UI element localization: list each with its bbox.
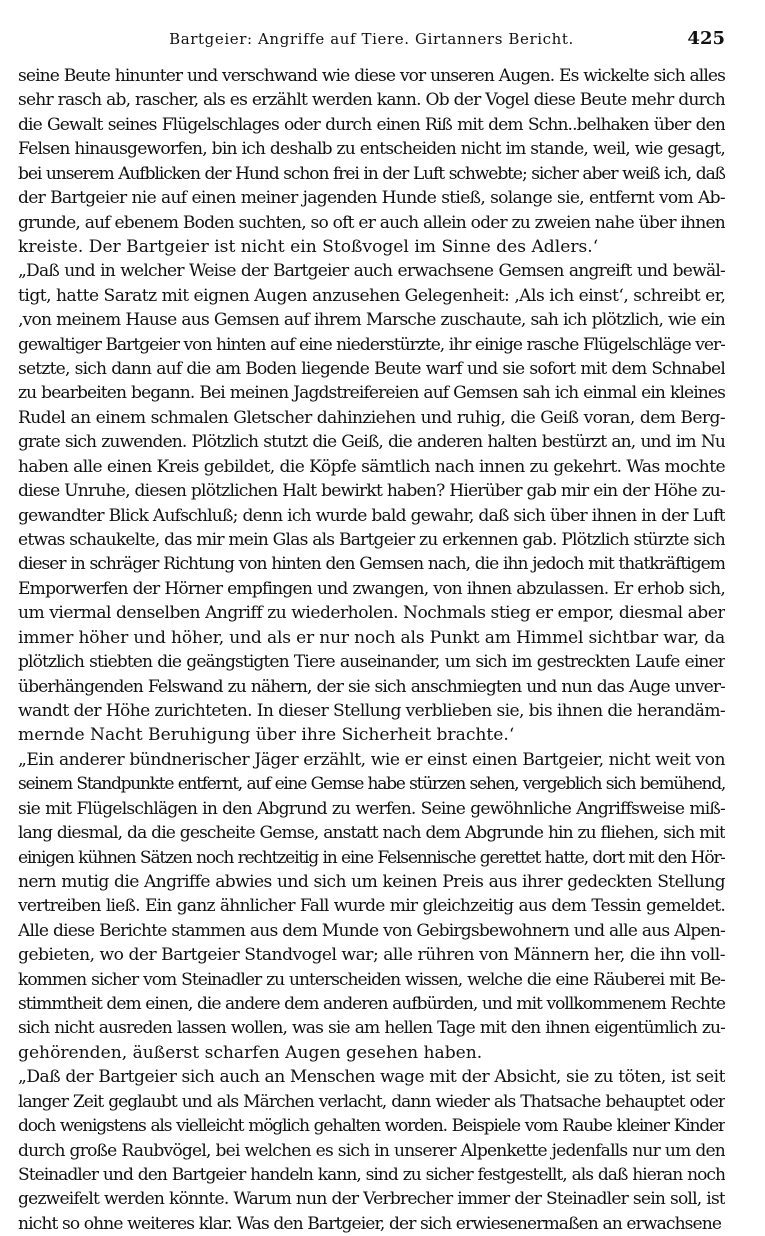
text-line: grunde, auf ebenem Boden suchten, so oft er auch allein oder zu zweien nahe über ihnen [18, 212, 725, 233]
text-line: durch große Raubvögel, bei welchen es sich in unserer Alpenkette jedenfalls nur um den [18, 1140, 725, 1161]
text-line: ‚von meinem Hause aus Gemsen auf ihrem Marsche zuschaute, sah ich plötzlich, wie ein [18, 310, 725, 331]
text-line: seinem Standpunkte entfernt, auf eine Gemse habe stürzen sehen, vergeblich sich bemühend, [18, 774, 725, 795]
text-line: plötzlich stiebten die geängstigten Tiere auseinander, um sich im gestreckten Laufe einer [18, 652, 725, 673]
text-line: langer Zeit geglaubt und als Märchen verlacht, dann wieder als Thatsache behauptet oder [18, 1091, 725, 1112]
text-line: zu bearbeiten begann. Bei meinen Jagdstreifereien auf Gemsen sah ich einmal ein kleines [18, 383, 725, 404]
text-line: stimmtheit dem einen, die andere dem anderen aufbürden, und mit vollkommenem Rechte [18, 994, 725, 1015]
text-line: „Daß der Bartgeier sich auch an Menschen wage mit der Absicht, sie zu töten, ist seit [18, 1067, 725, 1088]
paragraph [18, 748, 725, 1065]
text-line: gezweifelt werden könnte. Warum nun der Verbrecher immer der Steinadler sein soll, ist [18, 1189, 725, 1210]
page-number: 425 [687, 28, 725, 49]
page-header [18, 30, 725, 54]
text-line: Rudel an einem schmalen Gletscher dahinziehen und ruhig, die Geiß voran, dem Berg- [18, 407, 725, 428]
text-line: gewandter Blick Aufschluß; denn ich wurde bald gewahr, daß sich über ihnen in der Luft [18, 505, 725, 526]
text-line: Alle diese Berichte stammen aus dem Munde von Gebirgsbewohnern und alle aus Alpen- [18, 920, 725, 941]
text-line: seine Beute hinunter und verschwand wie diese vor unseren Augen. Es wickelte sich alles [18, 66, 725, 86]
text-line: lang diesmal, da die gescheite Gemse, anstatt nach dem Abgrunde hin zu fliehen, sich mit [18, 823, 725, 844]
running-head: Bartgeier: Angriffe auf Tiere. Girtanners Bericht. [169, 30, 574, 48]
text-line: „Daß und in welcher Weise der Bartgeier auch erwachsene Gemsen angreift und bewäl- [18, 261, 725, 282]
text-line: die Gewalt seines Flügelschlages oder durch einen Riß mit dem Schn..belhaken über den [18, 114, 725, 135]
text-line: grate sich zuwenden. Plötzlich stutzt die Geiß, die anderen halten bestürzt an, und im Nu [18, 432, 725, 453]
text-line: vertreiben ließ. Ein ganz ähnlicher Fall wurde mir gleichzeitig aus dem Tessin gemeldet. [18, 896, 725, 917]
text-line: sie mit Flügelschlägen in den Abgrund zu werfen. Seine gewöhnliche Angriffsweise miß- [18, 798, 725, 819]
text-line: haben alle einen Kreis gebildet, die Köpfe sämtlich nach innen zu gekehrt. Was mochte [18, 456, 725, 477]
text-line: tigt, hatte Saratz mit eignen Augen anzusehen Gelegenheit: ‚Als ich einst‘, schreibt er, [18, 285, 725, 306]
text-line: wandt der Höhe zurichteten. In dieser Stellung verblieben sie, bis ihnen die herandäm- [18, 700, 725, 721]
text-line: Steinadler und den Bartgeier handeln kann, sind zu sicher festgestellt, als daß hieran noch [18, 1164, 725, 1185]
text-line: immer höher und höher, und als er nur noch als Punkt am Himmel sichtbar war, da [18, 627, 725, 648]
text-line: kommen sicher vom Steinadler zu unterscheiden wissen, welche die eine Räuberei mit Be- [18, 969, 725, 990]
text-line: etwas schaukelte, das mir mein Glas als Bartgeier zu erkennen gab. Plötzlich stürzte sich [18, 530, 725, 551]
text-line: diese Unruhe, diesen plötzlichen Halt bewirkt haben? Hierüber gab mir ein der Höhe zu- [18, 481, 725, 502]
text-line: einigen kühnen Sätzen noch rechtzeitig in eine Felsennische gerettet hatte, dort mit den Hör- [18, 847, 725, 868]
text-line: sehr rasch ab, rascher, als es erzählt werden kann. Ob der Vogel diese Beute mehr durch [18, 90, 725, 111]
text-line: doch wenigstens als vielleicht möglich gehalten worden. Beispiele vom Raube kleiner Kinder [18, 1116, 725, 1137]
body-text [18, 64, 725, 1236]
text-line: bei unserem Aufblicken der Hund schon frei in der Luft schwebte; sicher aber weiß ich, daß [18, 163, 725, 184]
paragraph [18, 64, 725, 259]
paragraph [18, 1065, 725, 1236]
text-line: Felsen hinausgeworfen, bin ich deshalb zu entscheiden nicht im stande, weil, wie gesagt, [18, 139, 725, 160]
text-line: gewaltiger Bartgeier von hinten auf eine niederstürzte, ihr einige rasche Flügelschläge ver- [18, 334, 725, 355]
text-line: um viermal denselben Angriff zu wiederholen. Nochmals stieg er empor, diesmal aber [18, 603, 725, 624]
text-line: nicht so ohne weiteres klar. Was den Bartgeier, der sich erwiesenermaßen an erwachsene [18, 1213, 722, 1234]
paragraph [18, 259, 725, 747]
text-line: sich nicht ausreden lassen wollen, was sie am hellen Tage mit den ihnen eigentümlich zu- [18, 1018, 725, 1039]
text-line: gebieten, wo der Bartgeier Standvogel war; alle rühren von Männern her, die ihn voll- [18, 945, 725, 966]
text-line: nern mutig die Angriffe abwies und sich um keinen Preis aus ihrer gedeckten Stellung [18, 871, 725, 892]
text-line: „Ein anderer bündnerischer Jäger erzählt, wie er einst einen Bartgeier, nicht weit von [18, 749, 725, 770]
text-line: der Bartgeier nie auf einen meiner jagenden Hunde stieß, solange sie, entfernt vom Ab- [18, 188, 725, 209]
text-line: mernde Nacht Beruhigung über ihre Sicherheit brachte.‘ [18, 725, 515, 746]
text-line: setzte, sich dann auf die am Boden liegende Beute warf und sie sofort mit dem Schnabel [18, 359, 725, 380]
text-line: Emporwerfen der Hörner empfingen und zwangen, von ihnen abzulassen. Er erhob sich, [18, 578, 725, 599]
text-line: überhängenden Felswand zu nähern, der sie sich anschmiegten und nun das Auge unver- [18, 676, 725, 697]
text-line: gehörenden, äußerst scharfen Augen gesehen haben. [18, 1042, 483, 1063]
text-line: dieser in schräger Richtung von hinten den Gemsen nach, die ihn jedoch mit thatkräftigem [18, 554, 725, 575]
text-line: kreiste. Der Bartgeier ist nicht ein Stoßvogel im Sinne des Adlers.‘ [18, 236, 599, 257]
